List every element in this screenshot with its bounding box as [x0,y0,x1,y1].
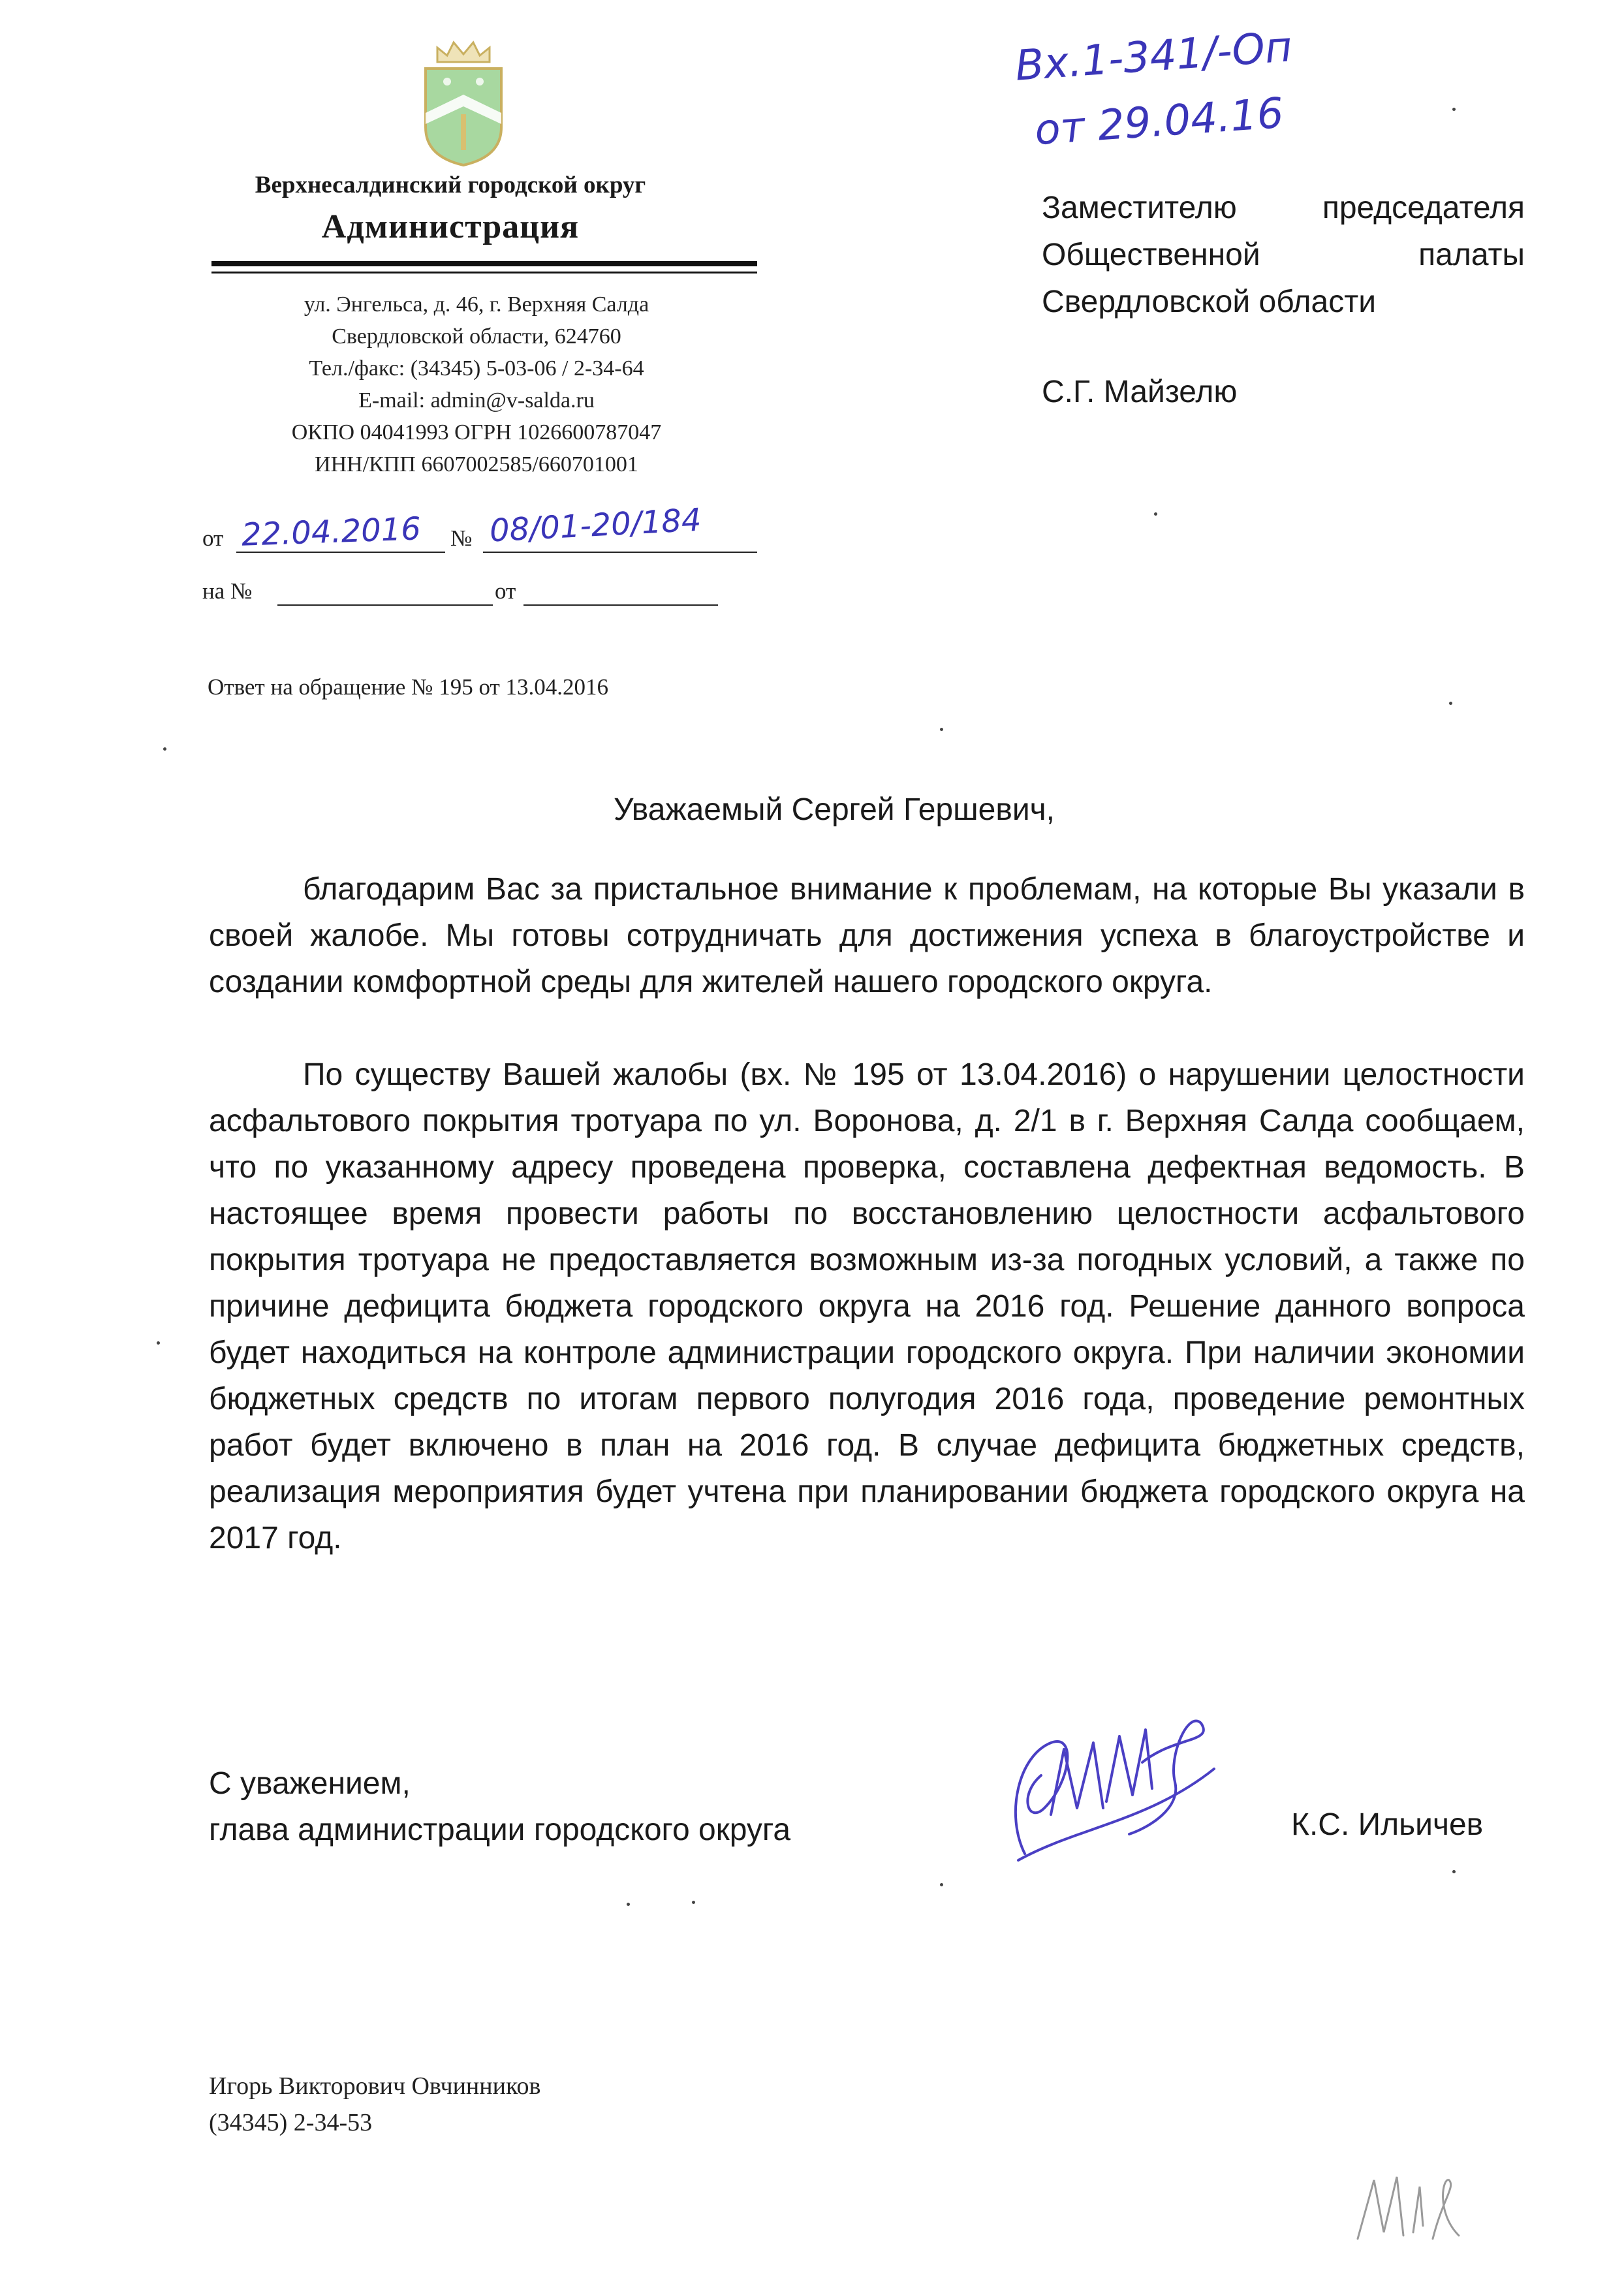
municipality-name: Верхнесалдинский городской округ [255,172,646,198]
closing-line: С уважением, [209,1766,411,1801]
addressee-line: Общественной палаты [1042,238,1525,272]
scan-speck [940,1883,943,1886]
scan-speck [1452,108,1456,111]
addressee-line: Заместителю председателя [1042,191,1525,225]
scan-speck [1154,512,1157,516]
scan-speck [627,1903,630,1906]
signer-name: К.С. Ильичев [1291,1807,1484,1842]
address-line: ул. Энгельса, д. 46, г. Верхняя Салда [304,292,649,317]
signature [979,1697,1253,1893]
coat-of-arms [418,36,509,166]
address-line: Свердловской области, 624760 [332,324,621,349]
header-rule-thick [211,261,757,266]
executor-name: Игорь Викторович Овчинников [209,2072,541,2100]
address-line: E-mail: admin@v-salda.ru [358,388,595,413]
executor-phone: (34345) 2-34-53 [209,2109,373,2136]
outgoing-number: 08/01-20/184 [488,501,702,550]
address-line: ОКПО 04041993 ОГРН 1026600787047 [291,420,662,445]
outgoing-reference [202,501,777,565]
number-underline [483,552,757,553]
addressee-name: С.Г. Майзелю [1042,375,1238,409]
incoming-stamp [1013,23,1420,157]
scan-speck [940,728,943,731]
scan-speck [1452,1870,1456,1873]
incoming-date: от 29.04.16 [1033,89,1285,155]
reply-number-underline [277,604,493,606]
subject-line: Ответ на обращение № 195 от 13.04.2016 [208,674,609,700]
scan-speck [163,747,166,751]
outgoing-date: 22.04.2016 [241,510,422,554]
scan-speck [1449,702,1452,705]
date-label: от [202,525,224,551]
signer-position: глава администрации городского округа [209,1813,791,1847]
reply-reference [202,578,777,617]
body-paragraph: благодарим Вас за пристальное внимание к проблемам, на которые Вы указали в своей жалобе. Мы готовы сотрудничать для достижения успеха в благоустройстве и создании комфортной среды для жителей нашего городского округа. [209,872,1525,999]
executor-block [209,2068,540,2141]
reply-number-label: на № [202,578,253,604]
administration-title: Администрация [321,208,580,245]
incoming-number: Вх.1-341/-Оп [1013,23,1294,91]
addressee-block [1042,185,1525,326]
reply-from-label: от [495,578,516,604]
addressee-line: Свердловской области [1042,285,1377,319]
body-paragraph: По существу Вашей жалобы (вх. № 195 от 13.04.2016) о нарушении целостности асфальтового покрытия тротуара по ул. Воронова, д. 2/1 в г. Верхняя Салда сообщаем, что по указанному адресу проведена проверка, составлена дефектная ведомость. В настоящее время провести работы по восстановлению целостности асфальтового покрытия тротуара не предоставляется возможным из-за погодных условий, а также по причине дефицита бюджета городского округа на 2016 год. Решение данного вопроса будет находиться на контроле администрации городского округа. При наличии экономии бюджетных средств по итогам первого полугодия 2016 года, проведение ремонтных работ будет включено в план на 2016 год. В случае дефицита бюджетных средств, реализация мероприятия будет учтена при планировании бюджета городского округа на 2017 год. [209,1057,1525,1555]
header-rule-thin [211,272,757,273]
reply-date-underline [523,604,718,606]
address-line: Тел./факс: (34345) 5-03-06 / 2-34-64 [309,356,644,381]
scan-speck [692,1901,695,1904]
initials-mark [1345,2160,1475,2258]
greeting: Уважаемый Сергей Гершевич, [614,792,1055,827]
closing-block [209,1760,790,1853]
number-label: № [450,525,473,551]
address-line: ИНН/КПП 6607002585/660701001 [315,452,638,476]
scan-speck [157,1341,160,1345]
